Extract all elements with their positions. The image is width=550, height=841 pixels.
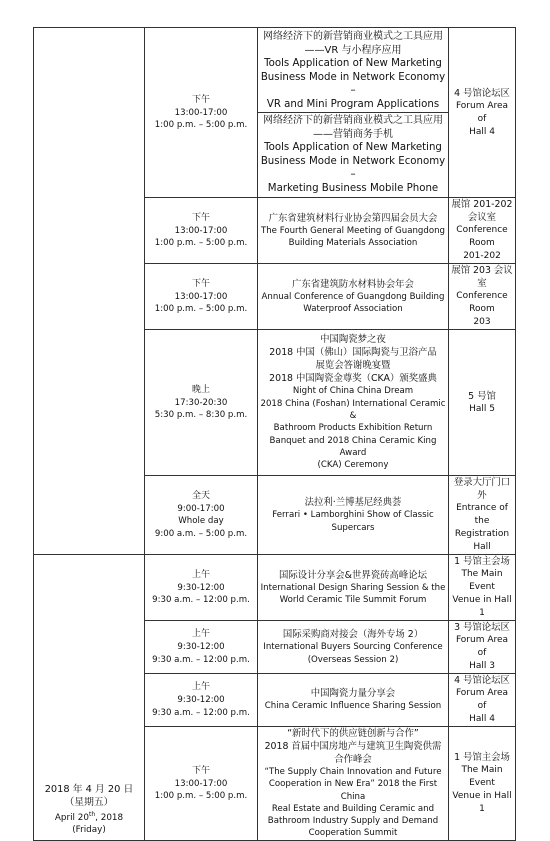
venue-cell: 展馆 203 会议室 Conference Room 203 [449,264,516,330]
event-cell: 广东省建筑防水材料协会年会 Annual Conference of Guangdong Building Waterproof Association [258,264,449,330]
date-cell-friday: 2018 年 4 月 20 日 （星期五） April 20th, 2018 (Friday) [34,555,145,841]
venue-cell: 5 号馆 Hall 5 [449,330,516,476]
venue-cell: 1 号馆主会场 The Main Event Venue in Hall 1 [449,555,516,621]
time-cell: 下午 13:00-17:00 1:00 p.m. – 5:00 p.m. [145,727,258,841]
venue-cell: 3 号馆论坛区 Forum Area of Hall 3 [449,621,516,674]
date-english: April 20th, 2018 [54,810,124,823]
time-cell: 晚上 17:30-20:30 5:30 p.m. – 8:30 p.m. [145,330,258,476]
table-row [34,555,516,621]
time-cell: 上午 9:30-12:00 9:30 a.m. – 12:00 p.m. [145,555,258,621]
venue-cell: 4 号馆论坛区 Forum Area of Hall 4 [449,28,516,198]
venue-cell: 展馆 201-202 会议室 Conference Room 201-202 [449,198,516,264]
event-cell: 中国陶瓷梦之夜 2018 中国（佛山）国际陶瓷与卫浴产品 展览会答谢晚宴暨 2018 中国陶瓷金尊奖（CKA）颁奖盛典 Night of China China Dream 2018 China (Foshan) International Ceramic & Bathroom Products Exhibition Return Banquet and 2018 China Ceramic King Award (CKA) Ceremony [258,330,449,476]
time-cell: 下午 13:00-17:00 1:00 p.m. – 5:00 p.m. [145,28,258,198]
event-cell: 广东省建筑材料行业协会第四届会员大会 The Fourth General Meeting of Guangdong Building Materials Association [258,198,449,264]
venue-cell: 4 号馆论坛区 Forum Area of Hall 4 [449,674,516,727]
venue-cell: 1 号馆主会场 The Main Event Venue in Hall 1 [449,727,516,841]
time-cell: 下午 13:00-17:00 1:00 p.m. – 5:00 p.m. [145,198,258,264]
event-cell: 法拉利·兰博基尼经典荟 Ferrari • Lamborghini Show of Classic Supercars [258,476,449,555]
event-vr-mini-program: 网络经济下的新营销商业模式之工具应用 ——VR 与小程序应用 Tools Application of New Marketing Business Mode in Network Economy – VR and Mini Program Applications [260,31,446,110]
event-cell: 国际采购商对接会（海外专场 2） International Buyers Sourcing Conference (Overseas Session 2) [258,621,449,674]
time-cell: 全天 9:00-17:00 Whole day 9:00 a.m. – 5:00 p.m. [145,476,258,555]
event-cell: 中国陶瓷力量分享会 China Ceramic Influence Sharing Session [258,674,449,727]
time-cell: 下午 13:00-17:00 1:00 p.m. – 5:00 p.m. [145,264,258,330]
date-cell-previous-day [34,28,145,555]
event-cell [258,28,449,198]
time-cell: 上午 9:30-12:00 9:30 a.m. – 12:00 p.m. [145,674,258,727]
schedule-table [33,27,516,841]
event-marketing-mobile-phone: 网络经济下的新营销商业模式之工具应用 ——营销商务手机 Tools Application of New Marketing Business Mode in Network Economy – Marketing Business Mobile Phone [258,112,448,197]
event-cell: 国际设计分享会&世界瓷砖高峰论坛 International Design Sharing Session & the World Ceramic Tile Summit Forum [258,555,449,621]
event-cell: “新时代下的供应链创新与合作” 2018 首届中国房地产与建筑卫生陶瓷供需 合作峰会 “The Supply Chain Innovation and Future Cooperation in New Era” 2018 the First China Real Estate and Building Ceramic and Bathroom Industry Supply and Demand Cooperation Summit [258,727,449,841]
table-row [34,28,516,198]
time-cell: 上午 9:30-12:00 9:30 a.m. – 12:00 p.m. [145,621,258,674]
venue-cell: 登录大厅门口外 Entrance of the Registration Hall [449,476,516,555]
